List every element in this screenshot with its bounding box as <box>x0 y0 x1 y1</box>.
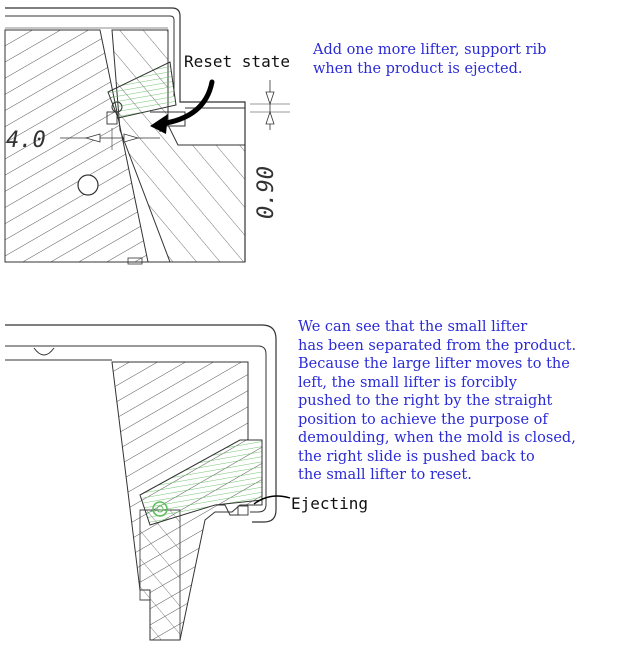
bottom-section-view <box>5 325 290 640</box>
bottom-note: We can see that the small lifter has been separated from the product. Because the large lifter moves to the left, the small lifter is forcibly pushed to the right by the straight position to achieve the purpose of demoulding, when the mold is closed, the right slide is pushed back to the small lifter to reset. <box>298 319 577 483</box>
dimension-right-label: 0.90 <box>253 166 279 219</box>
top-note: Add one more lifter, support rib when the product is ejected. <box>313 42 547 77</box>
reset-state-label: Reset state <box>184 52 290 71</box>
ejecting-label: Ejecting <box>291 494 369 513</box>
dimension-left-label: 4.0 <box>6 128 46 153</box>
top-ejector-hole <box>78 175 98 195</box>
top-section-view <box>5 8 290 264</box>
